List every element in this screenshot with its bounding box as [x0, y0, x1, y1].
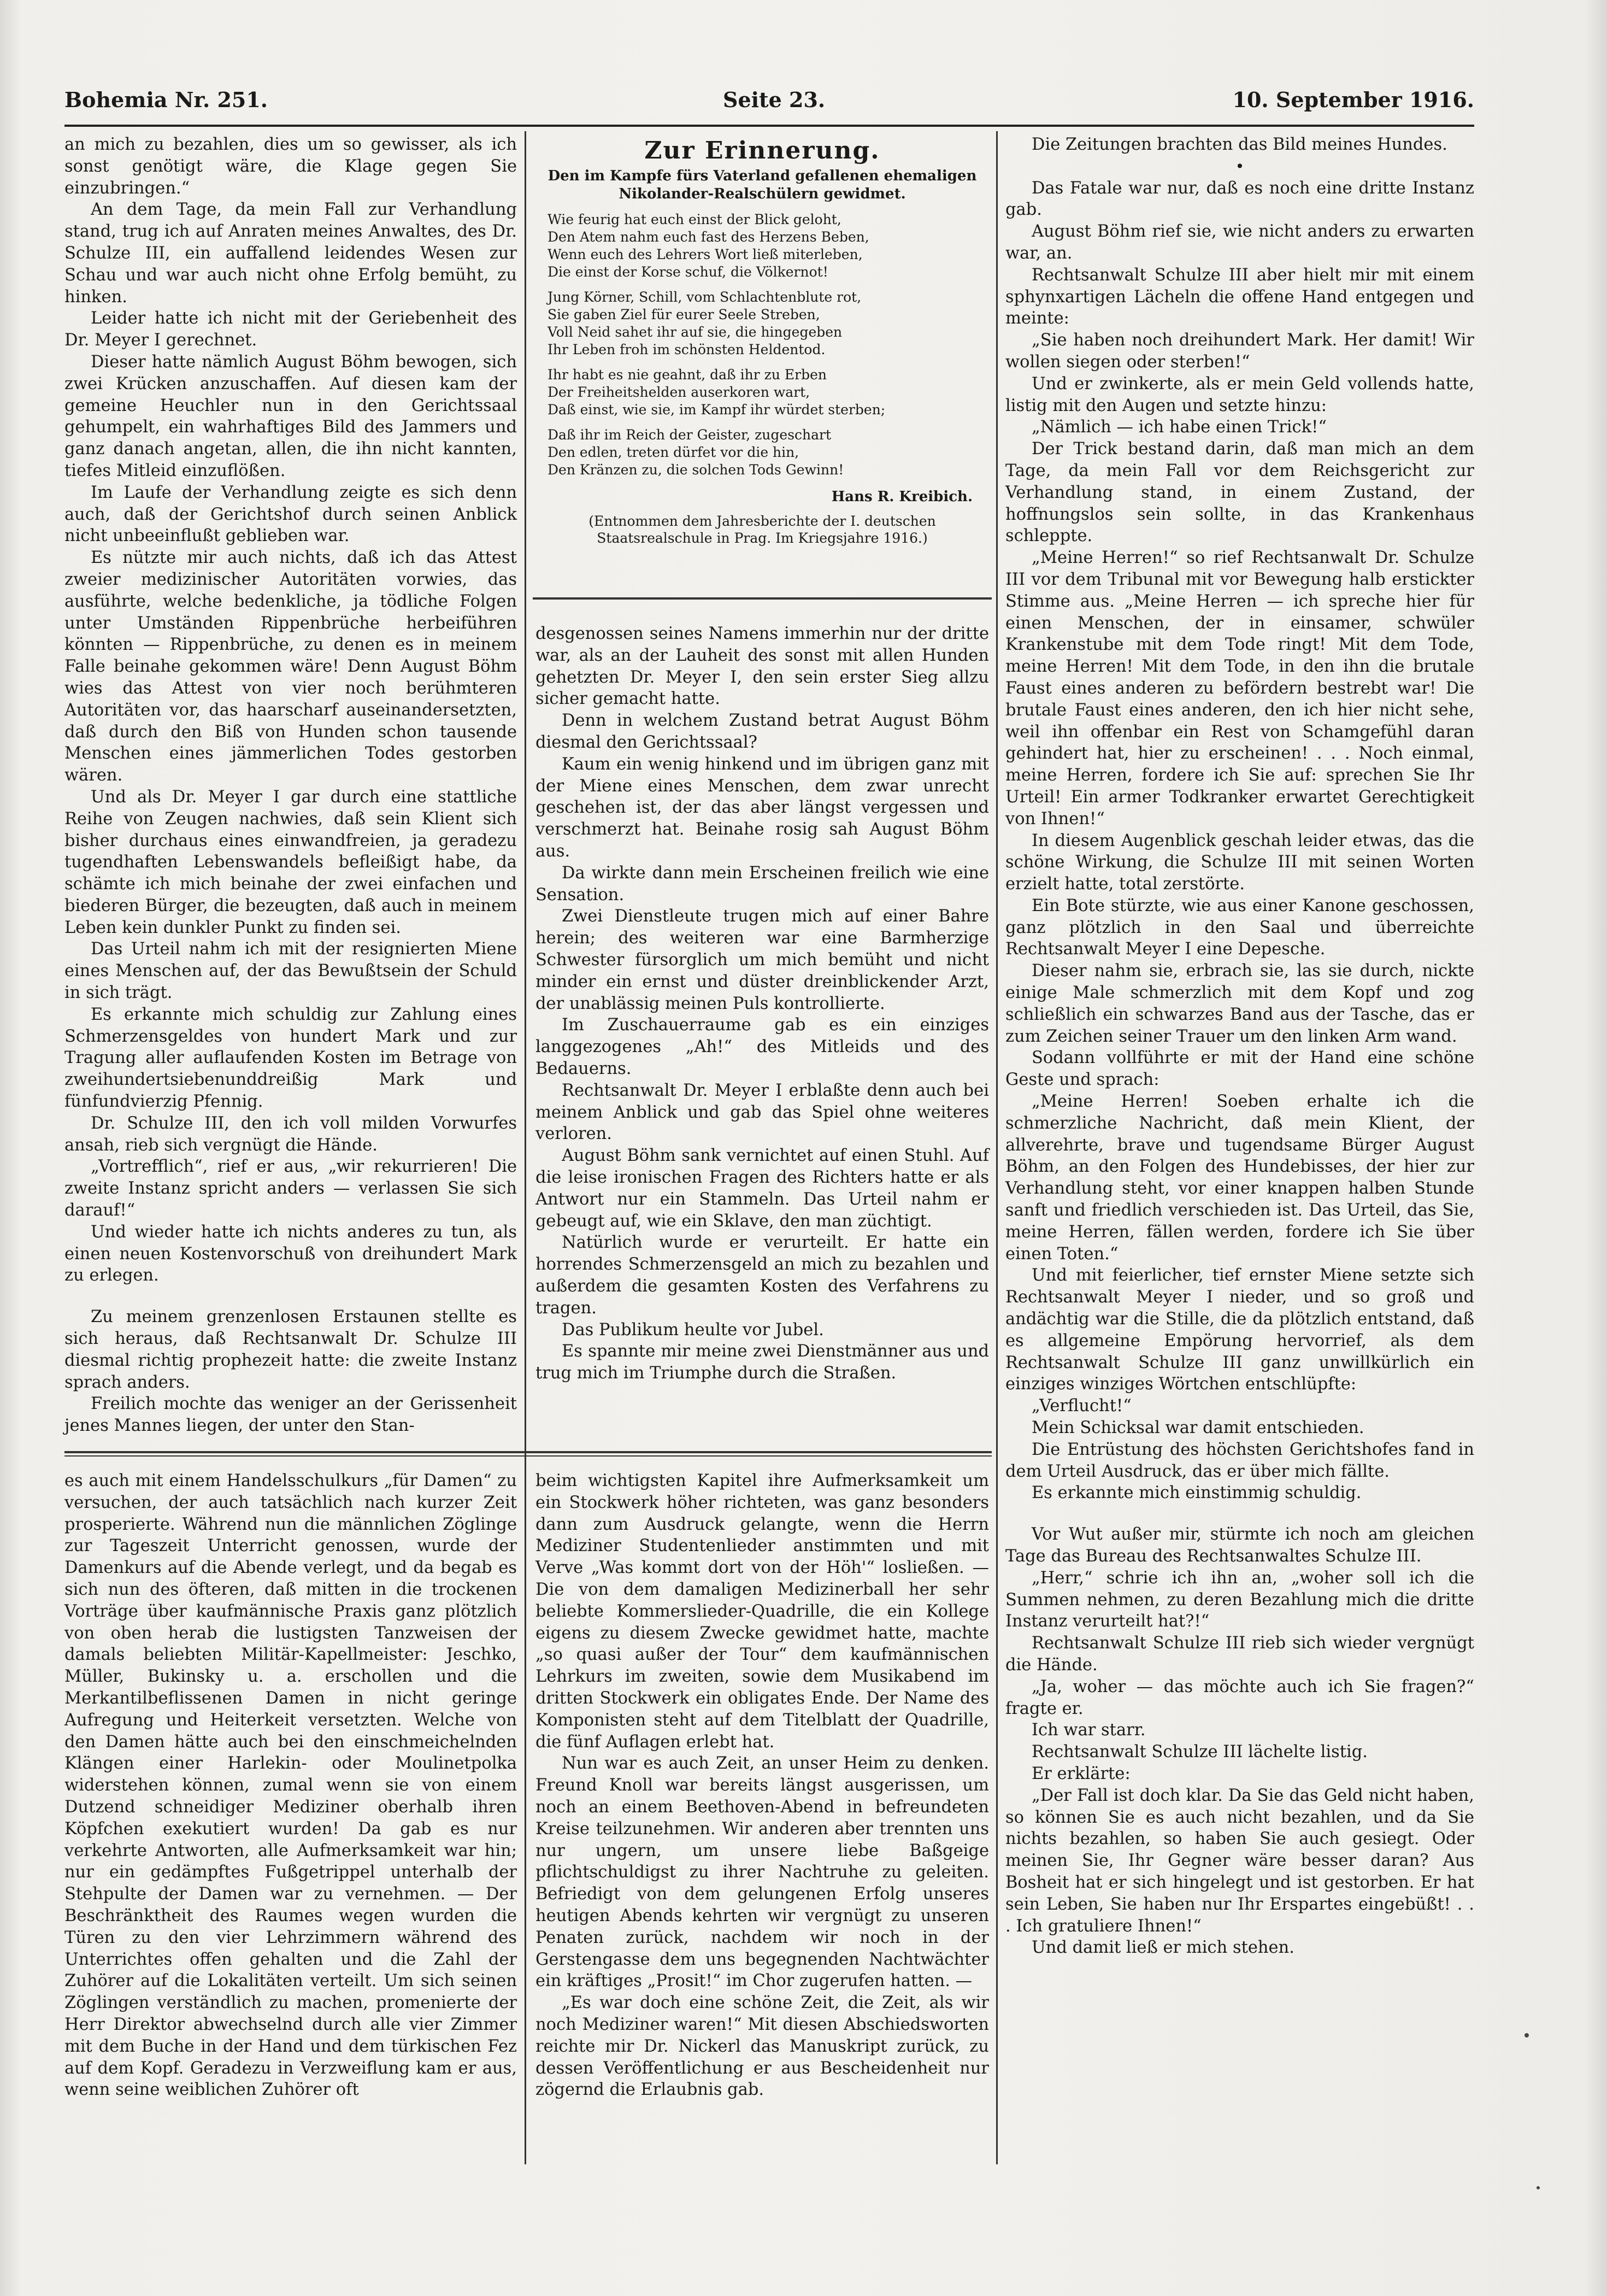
paragraph: August Böhm sank vernichtet auf einen Stuhl. Auf die leise ironischen Fragen des Richters hatte er als Antwort nur ein Stammeln. Das Urteil nahm er gebeugt auf, wie ein Sklave, den man züchtigt.	[535, 1146, 989, 1231]
paragraph: Rechtsanwalt Dr. Meyer I erblaßte denn auch bei meinem Anblick und gab das Spiel ohne weiteres verloren.	[535, 1081, 989, 1144]
poem-stanza	[548, 426, 989, 479]
poem-stanza	[548, 211, 989, 281]
page-number: Seite 23.	[723, 87, 826, 112]
paragraph: „Ja, woher — das möchte auch ich Sie fragen?“ fragte er.	[1005, 1677, 1474, 1718]
column-2	[535, 623, 989, 1384]
column-3	[1005, 134, 1474, 1959]
paragraph: Rechtsanwalt Schulze III rieb sich wieder vergnügt die Hände.	[1005, 1634, 1474, 1675]
paragraph: Zu meinem grenzenlosen Erstaunen stellte es sich heraus, daß Rechtsanwalt Dr. Schulze III diesmal richtig prophezeit hatte: die zweite Instanz sprach anders.	[64, 1307, 517, 1392]
paragraph: Und mit feierlicher, tief ernster Miene setzte sich Rechtsanwalt Meyer I nieder, und so groß und andächtig war die Stille, die da plötzlich entstand, daß es allgemeine Empörung hervorrief, als dem Rechtsanwalt Schulze III ganz unwillkürlich ein einziges winziges Wörtchen entschlüpfte:	[1005, 1266, 1474, 1394]
feuilleton-rule-2	[64, 1455, 992, 1457]
paragraph: Das Fatale war nur, daß es noch eine dritte Instanz gab.	[1005, 178, 1474, 220]
poem-title: Zur Erinnerung.	[644, 137, 880, 165]
poem-stanza	[548, 289, 989, 359]
paper-issue: Bohemia Nr. 251.	[64, 87, 268, 112]
poem-line: Den edlen, treten dürfet vor die hin,	[548, 444, 799, 460]
page-header	[64, 82, 1474, 120]
ink-spot	[1524, 2033, 1529, 2037]
poem-dedication: Den im Kampfe fürs Vaterland gefallenen ehemaligen Nikolander-Realschülern gewidmet.	[548, 167, 977, 202]
paragraph: Und damit ließ er mich stehen.	[1032, 1938, 1294, 1958]
poem-line: Den Atem nahm euch fast des Herzens Beben,	[548, 228, 869, 245]
paragraph: „Sie haben noch dreihundert Mark. Her damit! Wir wollen siegen oder sterben!“	[1005, 331, 1474, 372]
paragraph: „Der Fall ist doch klar. Da Sie das Geld nicht haben, so können Sie es auch nicht bezahlen, und da Sie nichts bezahlen, so haben Sie auch gesiegt. Oder meinen Sie, Ihr Gegner wäre besser daran? Aus Bosheit hat er sich hingelegt und ist gestorben. Er hat sein Leben, Sie haben nur Ihr Erspartes eingebüßt! . . . Ich gratuliere Ihnen!“	[1005, 1786, 1474, 1936]
paragraph: Das Urteil nahm ich mit der resignierten Miene eines Menschen auf, der das Bewußtsein der Schuld in sich trägt.	[64, 939, 517, 1003]
section-gap	[1005, 1504, 1474, 1524]
issue-date: 10. September 1916.	[1232, 87, 1474, 112]
paragraph: Er erklärte:	[1032, 1764, 1131, 1783]
poem-line: Wenn euch des Lehrers Wort ließ miterleben,	[548, 246, 863, 262]
paragraph: Ein Bote stürzte, wie aus einer Kanone geschossen, ganz plötzlich in den Saal und überreichte Rechtsanwalt Meyer I eine Depesche.	[1005, 896, 1474, 959]
section-divider-icon: •	[1235, 157, 1245, 175]
paragraph: Dr. Schulze III, den ich voll milden Vorwurfes ansah, rieb sich vergnügt die Hände.	[64, 1113, 517, 1155]
paragraph: „Meine Herren!“ so rief Rechtsanwalt Dr. Schulze III vor dem Tribunal mit vor Bewegung halb erstickter Stimme aus. „Meine Herren — ich spreche hier für einen Menschen, der in einsamer, schwüler Krankenstube mit dem Tode ringt! Mit dem Tode, meine Herren! Mit dem Tode, in den ihn die brutale Faust eines anderen zu befördern bestrebt war! Die brutale Faust eines anderen, den ich hier nicht sehe, weil ihn offenbar ein Rest von Schamgefühl daran gehindert hat, hier zu erscheinen! . . . Noch einmal, meine Herren, fordere ich Sie auf: sprechen Sie Ihr Urteil! Ein armer Todkranker erwartet Gerechtigkeit von Ihnen!“	[1005, 548, 1474, 829]
paragraph: es auch mit einem Handelsschulkurs „für Damen“ zu versuchen, der auch tatsächlich nach kurzer Zeit prosperierte. Während nun die männlichen Zöglinge zur Tageszeit Unterricht genossen, wurde der Damenkurs auf die Abende verlegt, und da begab es sich nun des öfteren, daß mitten in die trockenen Vorträge über kaufmännische Praxis ganz plötzlich von oben herab die lustigsten Tanzweisen der damals beliebten Militär-Kapellmeister: Jeschko, Müller, Bukinsky u. a. erschollen und die Merkantilbeflissenen Damen in nicht geringe Aufregung und Heiterkeit versetzten. Welche von den Damen hätte auch bei den einschmeichelnden Klängen einer Harlekin- oder Moulinetpolka widerstehen können, zumal wenn sie von einem Dutzend schneidiger Mediziner oberhalb ihren Köpfchen exekutiert wurden! Da gab es nur verkehrte Antworten, alle Aufmerksamkeit war hin; nur ein gedämpftes Fußgetrippel unterhalb der Stehpulte der Damen war zu vernehmen. — Der Beschränktheit des Raumes wegen wurden die Türen zu den vier Lehrzimmern während des Unterrichtes offen gehalten und die Zahl der Zuhörer auf die Lokalitäten verteilt. Um sich seinen Zöglingen verständlich zu machen, promenierte der Herr Direktor abwechselnd durch alle vier Zimmer mit dem Buche in der Hand und dem türkischen Fez auf dem Kopf. Geradezu in Verzweiflung kam er aus, wenn seine weiblichen Zuhörer oft	[64, 1471, 517, 2100]
paragraph: Es erkannte mich schuldig zur Zahlung eines Schmerzensgeldes von hundert Mark und zur Tragung aller auflaufenden Kosten im Betrage von zweihundertsiebenunddreißig Mark und fünfundvierzig Pfennig.	[64, 1005, 517, 1112]
paragraph: Sodann vollführte er mit der Hand eine schöne Geste und sprach:	[1005, 1048, 1474, 1090]
paragraph: Da wirkte dann mein Erscheinen freilich wie eine Sensation.	[535, 863, 989, 905]
paragraph: Und wieder hatte ich nichts anderes zu tun, als einen neuen Kostenvorschuß von dreihundert Mark zu erlegen.	[64, 1222, 517, 1285]
paragraph: an mich zu bezahlen, dies um so gewisser, als ich sonst genötigt wäre, die Klage gegen Sie einzubringen.“	[64, 135, 517, 198]
paragraph: desgenossen seines Namens immerhin nur der dritte war, als an der Lauheit des sonst mit allen Hunden gehetzten Dr. Meyer I, den sein erster Sieg allzu sicher gemacht hatte.	[535, 624, 989, 709]
poem-author: Hans R. Kreibich.	[831, 488, 973, 505]
section-gap	[64, 1287, 517, 1306]
paragraph: Rechtsanwalt Schulze III aber hielt mir mit einem sphynxartigen Lächeln die offene Hand entgegen und meinte:	[1005, 265, 1474, 328]
paragraph: Mein Schicksal war damit entschieden.	[1032, 1418, 1364, 1438]
paragraph: Das Publikum heulte vor Jubel.	[562, 1320, 824, 1340]
paragraph: Es spannte mir meine zwei Dienstmänner aus und trug mich im Triumphe durch die Straßen.	[535, 1342, 989, 1383]
paragraph: Ich war starr.	[1032, 1720, 1146, 1740]
poem-box	[535, 137, 989, 547]
paragraph: Der Trick bestand darin, daß man mich an dem Tage, da mein Fall vor dem Reichsgericht zur Verhandlung stand, in einem Zustand, der hoffnungslos sein sollte, in das Krankenhaus schleppte.	[1005, 439, 1474, 546]
paragraph: Freilich mochte das weniger an der Gerissenheit jenes Mannes liegen, der unter den Stan-	[64, 1394, 517, 1436]
poem-source: (Entnommen dem Jahresberichte der I. deutschen Staatsrealschule in Prag. Im Kriegsjahre 1916.)	[588, 513, 936, 546]
paragraph: Dieser nahm sie, erbrach sie, las sie durch, nickte einige Male schmerzlich mit dem Kopf und zog schließlich ein schwarzes Band aus der Tasche, das er zum Zeichen seiner Trauer um den linken Arm wand.	[1005, 961, 1474, 1046]
paragraph: Kaum ein wenig hinkend und im übrigen ganz mit der Miene eines Menschen, dem zwar unrecht geschehen ist, der das aber längst vergessen und verschmerzt hat. Beinahe rosig sah August Böhm aus.	[535, 754, 989, 861]
poem-line: Daß einst, wie sie, im Kampf ihr würdet sterben;	[548, 401, 886, 418]
paragraph: Nun war es auch Zeit, an unser Heim zu denken. Freund Knoll war bereits längst ausgerissen, um noch an einem Beethoven-Abend in befreundeten Kreise teilzunehmen. Wir anderen aber trennten uns nur ungern, um unsere liebe Baßgeige pflichtschuldigst zu ihrer Nachtruhe zu geleiten. Befriedigt von dem gelungenen Erfolg unseres heutigen Abends kehrten wir vergnügt zu unseren Penaten zurück, nachdem wir noch in der Gerstengasse dem uns begegnenden Nachtwächter ein kräftiges „Prosit!“ im Chor zugerufen hatten. —	[535, 1754, 989, 1991]
lower-column-2	[535, 1470, 989, 2101]
poem-line: Ihr habt es nie geahnt, daß ihr zu Erben	[548, 366, 827, 383]
paragraph: Die Entrüstung des höchsten Gerichtshofes fand in dem Urteil Ausdruck, das er über mich fällte.	[1005, 1440, 1474, 1481]
paragraph: „Es war doch eine schöne Zeit, die Zeit, als wir noch Mediziner waren!“ Mit diesen Abschiedsworten reichte mir Dr. Nickerl das Manuskript zurück, zu dessen Veröffentlichung er aus Bescheidenheit nur zögernd die Erlaubnis gab.	[535, 1993, 989, 2100]
paragraph: Die Zeitungen brachten das Bild meines Hundes.	[1032, 135, 1447, 154]
paragraph: „Verflucht!“	[1032, 1396, 1132, 1416]
poem-line: Der Freiheitshelden auserkoren wart,	[548, 384, 810, 400]
ink-spot	[1537, 2186, 1540, 2189]
paragraph: Dieser hatte nämlich August Böhm bewogen, sich zwei Krücken anzuschaffen. Auf diesen kam der gemeine Heuchler nun in den Gerichtssaal gehumpelt, ein wahrhaftiges Bild des Jammers und ganz danach angetan, allen, die ihn nicht kannten, tiefes Mitleid einzuflößen.	[64, 352, 517, 480]
paragraph: Im Laufe der Verhandlung zeigte es sich denn auch, daß der Gerichtshof durch seinen Anblick nicht unbeeinflußt geblieben war.	[64, 483, 517, 546]
column-rule-2	[996, 131, 998, 2164]
column-rule-1	[525, 131, 526, 2164]
paragraph: Denn in welchem Zustand betrat August Böhm diesmal den Gerichtssaal?	[535, 711, 989, 752]
lower-column-1	[64, 1470, 517, 2101]
poem-line: Voll Neid sahet ihr auf sie, die hingegeben	[548, 324, 843, 340]
paragraph: In diesem Augenblick geschah leider etwas, das die schöne Wirkung, die Schulze III mit seinen Worten erzielt hatte, total zerstörte.	[1005, 831, 1474, 894]
paragraph: „Vortrefflich“, rief er aus, „wir rekurrieren! Die zweite Instanz spricht anders — verlassen Sie sich darauf!“	[64, 1157, 517, 1220]
poem-line: Wie feurig hat euch einst der Blick geloht,	[548, 211, 841, 227]
paragraph: Zwei Dienstleute trugen mich auf einer Bahre herein; des weiteren war eine Barmherzige Schwester fürsorglich um mich bemüht und nicht minder ein ernst und düster dreinblickender Arzt, der unablässig meinen Puls kontrollierte.	[535, 907, 989, 1013]
paragraph: Es nützte mir auch nichts, daß ich das Attest zweier medizinischer Autoritäten vorwies, das ausführte, welche bedenkliche, ja tödliche Folgen unter Umständen Rippenbrüche herbeiführen könnten — Rippenbrüche, zu denen es in meinem Falle beinahe gekommen wäre! Denn August Böhm wies das Attest von vier noch berühmteren Autoritäten vor, das haarscharf auseinandersetzten, daß durch den Biß von Hunden schon tausende Menschen eines jämmerlichen Todes gestorben wären.	[64, 548, 517, 785]
paragraph: „Nämlich — ich habe einen Trick!“	[1032, 418, 1327, 437]
poem-line: Sie gaben Ziel für eurer Seele Streben,	[548, 306, 820, 322]
poem-rule	[533, 597, 992, 600]
column-1	[64, 134, 517, 1437]
paragraph: Leider hatte ich nicht mit der Geriebenheit des Dr. Meyer I gerechnet.	[64, 309, 517, 350]
poem-line: Daß ihr im Reich der Geister, zugeschart	[548, 426, 832, 443]
poem-stanzas	[535, 211, 989, 479]
paragraph: Rechtsanwalt Schulze III lächelte listig.	[1032, 1742, 1368, 1762]
feuilleton-rule	[64, 1451, 992, 1453]
paragraph: Natürlich wurde er verurteilt. Er hatte ein horrendes Schmerzensgeld an mich zu bezahlen und außerdem die gesamten Kosten des Verfahrens zu tragen.	[535, 1233, 989, 1318]
paragraph: Vor Wut außer mir, stürmte ich noch am gleichen Tage das Bureau des Rechtsanwaltes Schulze III.	[1005, 1525, 1474, 1566]
paragraph: Und er zwinkerte, als er mein Geld vollends hatte, listig mit den Augen und setzte hinzu:	[1005, 374, 1474, 415]
header-rule	[64, 125, 1474, 127]
poem-stanza	[548, 366, 989, 419]
paragraph: Und als Dr. Meyer I gar durch eine stattliche Reihe von Zeugen nachwies, daß sein Klient sich bisher durchaus eines einwandfreien, ja geradezu tugendhaften Lebenswandels befleißigt habe, da schämte ich mich beinahe der zwei einfachen und biederen Bürger, die bezeugten, daß auch in meinem Leben kein dunkler Punkt zu finden sei.	[64, 787, 517, 937]
poem-line: Ihr Leben froh im schönsten Heldentod.	[548, 341, 826, 357]
paragraph: beim wichtigsten Kapitel ihre Aufmerksamkeit um ein Stockwerk höher richteten, was ganz besonders dann zum Ausdruck gelangte, wenn die Herrn Mediziner Studentenlieder anstimmten und mit Verve „Was kommt dort von der Höh'“ losließen. — Die von dem damaligen Medizinerball her sehr beliebte Kommerslieder-Quadrille, die ein Kollege eigens zu diesem Zwecke gewidmet hatte, machte „so quasi außer der Tour“ dem kaufmännischen Lehrkurs im zweiten, sowie dem Musikabend im dritten Stockwerk ein obligates Ende. Der Name des Komponisten steht auf dem Titelblatt der Quadrille, die fünf Auflagen erlebt hat.	[535, 1471, 989, 1752]
poem-line: Jung Körner, Schill, vom Schlachtenblute rot,	[548, 289, 862, 305]
paragraph: Es erkannte mich einstimmig schuldig.	[1032, 1483, 1362, 1503]
paragraph: „Herr,“ schrie ich ihn an, „woher soll ich die Summen nehmen, zu deren Bezahlung mich die dritte Instanz verurteilt hat?!“	[1005, 1568, 1474, 1631]
paragraph: August Böhm rief sie, wie nicht anders zu erwarten war, an.	[1005, 222, 1474, 263]
poem-line: Den Kränzen zu, die solchen Tods Gewinn!	[548, 461, 844, 478]
poem-line: Die einst der Korse schuf, die Völkernot!	[548, 263, 828, 280]
paragraph: „Meine Herren! Soeben erhalte ich die schmerzliche Nachricht, daß mein Klient, der allverehrte, brave und tugendsame Bürger August Böhm, an den Folgen des Hundebisses, der hier zur Verhandlung steht, vor einer knappen halben Stunde sanft und friedlich verschieden ist. Das Urteil, das Sie, meine Herren, fällen werden, fordere ich Sie über einen Toten.“	[1005, 1092, 1474, 1264]
paragraph: An dem Tage, da mein Fall zur Verhandlung stand, trug ich auf Anraten meines Anwaltes, des Dr. Schulze III, ein auffallend leidendes Wesen zur Schau und war auch nicht ohne Erfolg bemüht, zu hinken.	[64, 200, 517, 307]
paragraph: Im Zuschauerraume gab es ein einziges langgezogenes „Ah!“ des Mitleids und des Bedauerns.	[535, 1015, 989, 1078]
